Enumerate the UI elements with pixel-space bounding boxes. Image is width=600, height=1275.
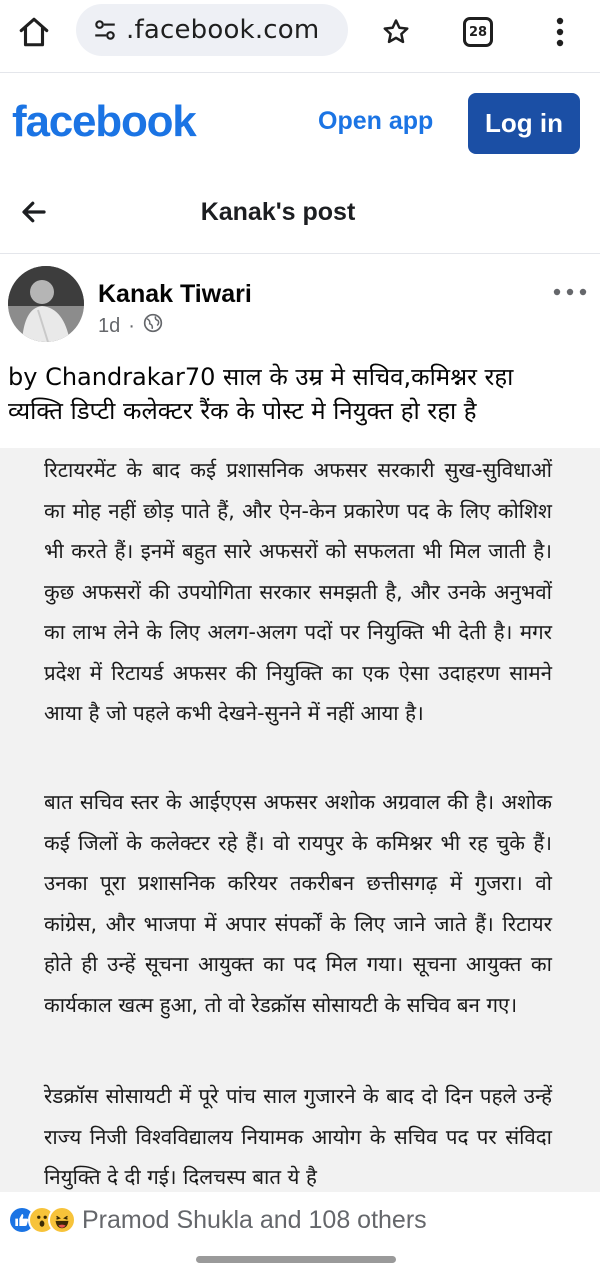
open-app-link[interactable]: Open app: [318, 107, 434, 135]
article-paragraph: रिटायरमेंट के बाद कई प्रशासनिक अफसर सरकारी सुख-सुविधाओं का मोह नहीं छोड़ पाते हैं, और ऐन-केन प्रकारेण पद के लिए कोशिश भी करते हैं। इनमें बहुत सारे अफसरों को सफलता भी मिल जाती है। कुछ अफसरों की उपयोगिता सरकार समझती है, और उनके अनुभवों का लाभ लेने के लिए अलग-अलग पदों पर नियुक्ति भी देती है। मगर प्रदेश में रिटायर्ड अफसर की नियुक्ति का एक ऐसा उदाहरण सामने आया है जो पहले कभी देखने-सुनने में नहीं आया है।: [44, 458, 552, 725]
overflow-menu-icon[interactable]: [544, 10, 576, 54]
article-paragraph: बात सचिव स्तर के आईएएस अफसर अशोक अग्रवाल की है। अशोक कई जिलों के कलेक्टर रहे हैं। वो रायपुर के कमिश्नर भी रह चुके हैं। उनका पूरा प्रशासनिक करियर तकरीबन छत्तीसगढ़ में गुजरा। वो कांग्रेस, और भाजपा में अपार संपर्कों के लिए जाने जाते हैं। रिटायर होते ही उन्हें सूचना आयुक्त का पद मिल गया। सूचना आयुक्त का कार्यकाल खत्म हुआ, तो वो रेडक्रॉस सोसायटी के सचिव बन गए।: [44, 790, 552, 1017]
site-settings-icon[interactable]: [90, 15, 120, 45]
tab-switcher-button[interactable]: [459, 13, 497, 51]
reactions-summary[interactable]: [8, 1202, 427, 1238]
address-bar[interactable]: [76, 4, 348, 56]
reaction-icons: [8, 1206, 78, 1234]
url-text: .facebook.com: [126, 15, 320, 45]
home-icon[interactable]: [14, 12, 54, 52]
bookmark-star-icon[interactable]: [376, 12, 416, 52]
article-paragraph: रेडक्रॉस सोसायटी में पूरे पांच साल गुजारने के बाद दो दिन पहले उन्हें राज्य निजी विश्वविद्यालय नियामक आयोग के सचिव पद पर संविदा नियुक्ति दे दी गई। दिलचस्प बात ये है: [44, 1084, 552, 1189]
avatar[interactable]: [8, 266, 84, 342]
post-image[interactable]: [0, 448, 600, 1192]
globe-icon: [143, 313, 163, 339]
reaction-count-text[interactable]: Pramod Shukla and 108 others: [82, 1205, 427, 1234]
haha-reaction-icon: [48, 1206, 76, 1234]
gesture-navigation-bar[interactable]: [196, 1256, 396, 1263]
facebook-header: [0, 72, 600, 172]
author-name[interactable]: Kanak Tiwari: [98, 280, 252, 308]
browser-toolbar: [0, 0, 600, 72]
caption-line: व्यक्ति डिप्टी कलेक्टर रैंक के पोस्ट मे नियुक्त हो रहा है: [8, 397, 477, 425]
more-options-icon[interactable]: [550, 280, 590, 304]
post-navigation: [0, 172, 600, 254]
post-meta: [98, 313, 163, 339]
meta-separator: ·: [128, 314, 135, 337]
page-title: Kanak's post: [200, 198, 356, 226]
facebook-logo[interactable]: facebook: [12, 97, 196, 146]
login-button[interactable]: Log in: [468, 93, 580, 154]
caption-line: by Chandrakar70 साल के उम्र मे सचिव,कमिश्नर रहा: [8, 363, 514, 391]
tab-count: 28: [463, 17, 493, 47]
post-caption: [8, 360, 592, 428]
post-time[interactable]: 1d: [98, 314, 121, 337]
